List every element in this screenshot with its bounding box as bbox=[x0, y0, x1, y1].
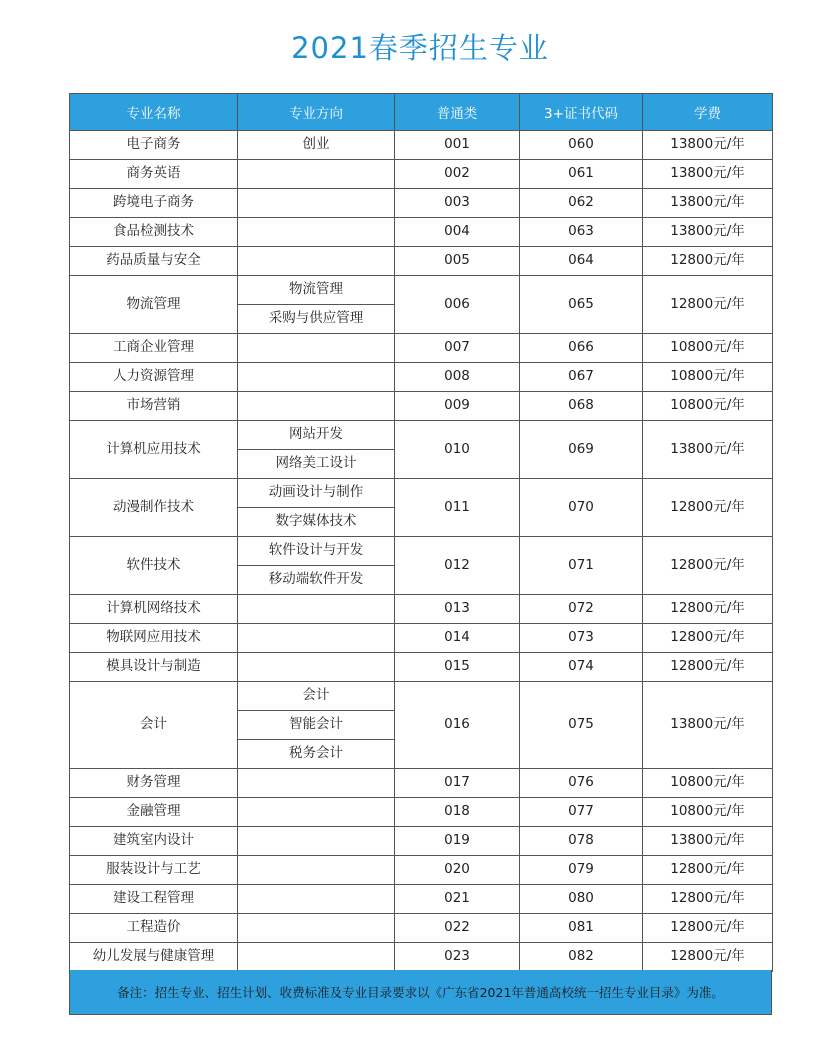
table-row bbox=[70, 595, 773, 624]
cert-code-cell: 079 bbox=[520, 856, 643, 885]
major-name-cell: 药品质量与安全 bbox=[70, 247, 238, 276]
tuition-cell: 12800元/年 bbox=[643, 479, 773, 537]
direction-cell bbox=[238, 624, 395, 653]
major-name-cell: 服装设计与工艺 bbox=[70, 856, 238, 885]
table-row bbox=[70, 537, 773, 566]
table-row bbox=[70, 769, 773, 798]
general-code-cell: 013 bbox=[395, 595, 520, 624]
table-row bbox=[70, 943, 773, 972]
tuition-cell: 12800元/年 bbox=[643, 624, 773, 653]
tuition-cell: 13800元/年 bbox=[643, 189, 773, 218]
tuition-cell: 12800元/年 bbox=[643, 276, 773, 334]
major-name-cell: 计算机应用技术 bbox=[70, 421, 238, 479]
cert-code-cell: 069 bbox=[520, 421, 643, 479]
direction-cell: 数字媒体技术 bbox=[238, 508, 395, 537]
tuition-cell: 13800元/年 bbox=[643, 218, 773, 247]
cert-code-cell: 061 bbox=[520, 160, 643, 189]
tuition-cell: 10800元/年 bbox=[643, 363, 773, 392]
general-code-cell: 020 bbox=[395, 856, 520, 885]
cert-code-cell: 065 bbox=[520, 276, 643, 334]
table-row bbox=[70, 160, 773, 189]
cert-code-cell: 072 bbox=[520, 595, 643, 624]
major-name-cell: 商务英语 bbox=[70, 160, 238, 189]
direction-cell bbox=[238, 769, 395, 798]
tuition-cell: 12800元/年 bbox=[643, 943, 773, 972]
table-row bbox=[70, 653, 773, 682]
direction-cell bbox=[238, 160, 395, 189]
footnote: 备注：招生专业、招生计划、收费标准及专业目录要求以《广东省2021年普通高校统一招生专业目录》为准。 bbox=[69, 970, 772, 1015]
table-row bbox=[70, 247, 773, 276]
table-row bbox=[70, 885, 773, 914]
general-code-cell: 021 bbox=[395, 885, 520, 914]
general-code-cell: 015 bbox=[395, 653, 520, 682]
tuition-cell: 13800元/年 bbox=[643, 682, 773, 769]
general-code-cell: 011 bbox=[395, 479, 520, 537]
cert-code-cell: 062 bbox=[520, 189, 643, 218]
table-row bbox=[70, 218, 773, 247]
direction-cell: 智能会计 bbox=[238, 711, 395, 740]
general-code-cell: 003 bbox=[395, 189, 520, 218]
tuition-cell: 13800元/年 bbox=[643, 160, 773, 189]
cert-code-cell: 066 bbox=[520, 334, 643, 363]
general-code-cell: 022 bbox=[395, 914, 520, 943]
cert-code-cell: 075 bbox=[520, 682, 643, 769]
cert-code-cell: 077 bbox=[520, 798, 643, 827]
table-row bbox=[70, 682, 773, 711]
tuition-cell: 12800元/年 bbox=[643, 653, 773, 682]
header-cert-code: 3+证书代码 bbox=[520, 94, 643, 131]
cert-code-cell: 071 bbox=[520, 537, 643, 595]
general-code-cell: 017 bbox=[395, 769, 520, 798]
table-row bbox=[70, 189, 773, 218]
general-code-cell: 005 bbox=[395, 247, 520, 276]
tuition-cell: 12800元/年 bbox=[643, 856, 773, 885]
table-header-row bbox=[70, 94, 773, 131]
header-major-name: 专业名称 bbox=[70, 94, 238, 131]
major-name-cell: 物流管理 bbox=[70, 276, 238, 334]
table-row bbox=[70, 334, 773, 363]
tuition-cell: 10800元/年 bbox=[643, 392, 773, 421]
tuition-cell: 10800元/年 bbox=[643, 798, 773, 827]
cert-code-cell: 060 bbox=[520, 131, 643, 160]
direction-cell: 移动端软件开发 bbox=[238, 566, 395, 595]
major-name-cell: 工商企业管理 bbox=[70, 334, 238, 363]
table-body bbox=[70, 131, 773, 972]
general-code-cell: 019 bbox=[395, 827, 520, 856]
direction-cell bbox=[238, 856, 395, 885]
general-code-cell: 001 bbox=[395, 131, 520, 160]
major-name-cell: 市场营销 bbox=[70, 392, 238, 421]
major-name-cell: 电子商务 bbox=[70, 131, 238, 160]
direction-cell bbox=[238, 247, 395, 276]
header-general-code: 普通类 bbox=[395, 94, 520, 131]
direction-cell bbox=[238, 827, 395, 856]
major-name-cell: 财务管理 bbox=[70, 769, 238, 798]
major-name-cell: 计算机网络技术 bbox=[70, 595, 238, 624]
header-tuition: 学费 bbox=[643, 94, 773, 131]
direction-cell bbox=[238, 189, 395, 218]
major-name-cell: 会计 bbox=[70, 682, 238, 769]
table-row bbox=[70, 392, 773, 421]
general-code-cell: 018 bbox=[395, 798, 520, 827]
direction-cell: 税务会计 bbox=[238, 740, 395, 769]
table-row bbox=[70, 131, 773, 160]
major-name-cell: 金融管理 bbox=[70, 798, 238, 827]
table-row bbox=[70, 827, 773, 856]
cert-code-cell: 078 bbox=[520, 827, 643, 856]
cert-code-cell: 068 bbox=[520, 392, 643, 421]
cert-code-cell: 080 bbox=[520, 885, 643, 914]
general-code-cell: 006 bbox=[395, 276, 520, 334]
tuition-cell: 13800元/年 bbox=[643, 827, 773, 856]
tuition-cell: 13800元/年 bbox=[643, 421, 773, 479]
tuition-cell: 12800元/年 bbox=[643, 885, 773, 914]
direction-cell bbox=[238, 653, 395, 682]
cert-code-cell: 063 bbox=[520, 218, 643, 247]
major-name-cell: 软件技术 bbox=[70, 537, 238, 595]
cert-code-cell: 074 bbox=[520, 653, 643, 682]
general-code-cell: 012 bbox=[395, 537, 520, 595]
tuition-cell: 12800元/年 bbox=[643, 914, 773, 943]
table-row bbox=[70, 624, 773, 653]
major-name-cell: 人力资源管理 bbox=[70, 363, 238, 392]
major-name-cell: 跨境电子商务 bbox=[70, 189, 238, 218]
cert-code-cell: 076 bbox=[520, 769, 643, 798]
direction-cell: 会计 bbox=[238, 682, 395, 711]
tuition-cell: 13800元/年 bbox=[643, 131, 773, 160]
direction-cell bbox=[238, 914, 395, 943]
general-code-cell: 016 bbox=[395, 682, 520, 769]
general-code-cell: 014 bbox=[395, 624, 520, 653]
major-name-cell: 工程造价 bbox=[70, 914, 238, 943]
table-row bbox=[70, 798, 773, 827]
tuition-cell: 12800元/年 bbox=[643, 537, 773, 595]
direction-cell bbox=[238, 798, 395, 827]
general-code-cell: 009 bbox=[395, 392, 520, 421]
direction-cell bbox=[238, 363, 395, 392]
tuition-cell: 12800元/年 bbox=[643, 247, 773, 276]
header-major-direction: 专业方向 bbox=[238, 94, 395, 131]
major-name-cell: 建筑室内设计 bbox=[70, 827, 238, 856]
direction-cell: 物流管理 bbox=[238, 276, 395, 305]
enrollment-table bbox=[69, 93, 773, 972]
table-row bbox=[70, 914, 773, 943]
table-row bbox=[70, 421, 773, 450]
major-name-cell: 食品检测技术 bbox=[70, 218, 238, 247]
page-title: 2021春季招生专业 bbox=[291, 31, 549, 65]
major-name-cell: 幼儿发展与健康管理 bbox=[70, 943, 238, 972]
major-name-cell: 物联网应用技术 bbox=[70, 624, 238, 653]
direction-cell: 创业 bbox=[238, 131, 395, 160]
tuition-cell: 12800元/年 bbox=[643, 595, 773, 624]
direction-cell bbox=[238, 595, 395, 624]
direction-cell bbox=[238, 334, 395, 363]
tuition-cell: 10800元/年 bbox=[643, 334, 773, 363]
table-row bbox=[70, 363, 773, 392]
direction-cell bbox=[238, 885, 395, 914]
cert-code-cell: 064 bbox=[520, 247, 643, 276]
cert-code-cell: 073 bbox=[520, 624, 643, 653]
general-code-cell: 010 bbox=[395, 421, 520, 479]
direction-cell: 动画设计与制作 bbox=[238, 479, 395, 508]
table-row bbox=[70, 276, 773, 305]
table-row bbox=[70, 856, 773, 885]
direction-cell bbox=[238, 218, 395, 247]
direction-cell bbox=[238, 943, 395, 972]
direction-cell: 网站开发 bbox=[238, 421, 395, 450]
direction-cell: 软件设计与开发 bbox=[238, 537, 395, 566]
general-code-cell: 004 bbox=[395, 218, 520, 247]
general-code-cell: 002 bbox=[395, 160, 520, 189]
major-name-cell: 动漫制作技术 bbox=[70, 479, 238, 537]
tuition-cell: 10800元/年 bbox=[643, 769, 773, 798]
general-code-cell: 007 bbox=[395, 334, 520, 363]
table-row bbox=[70, 479, 773, 508]
direction-cell bbox=[238, 392, 395, 421]
cert-code-cell: 070 bbox=[520, 479, 643, 537]
cert-code-cell: 082 bbox=[520, 943, 643, 972]
cert-code-cell: 081 bbox=[520, 914, 643, 943]
major-name-cell: 建设工程管理 bbox=[70, 885, 238, 914]
major-name-cell: 模具设计与制造 bbox=[70, 653, 238, 682]
direction-cell: 网络美工设计 bbox=[238, 450, 395, 479]
general-code-cell: 023 bbox=[395, 943, 520, 972]
cert-code-cell: 067 bbox=[520, 363, 643, 392]
direction-cell: 采购与供应管理 bbox=[238, 305, 395, 334]
general-code-cell: 008 bbox=[395, 363, 520, 392]
